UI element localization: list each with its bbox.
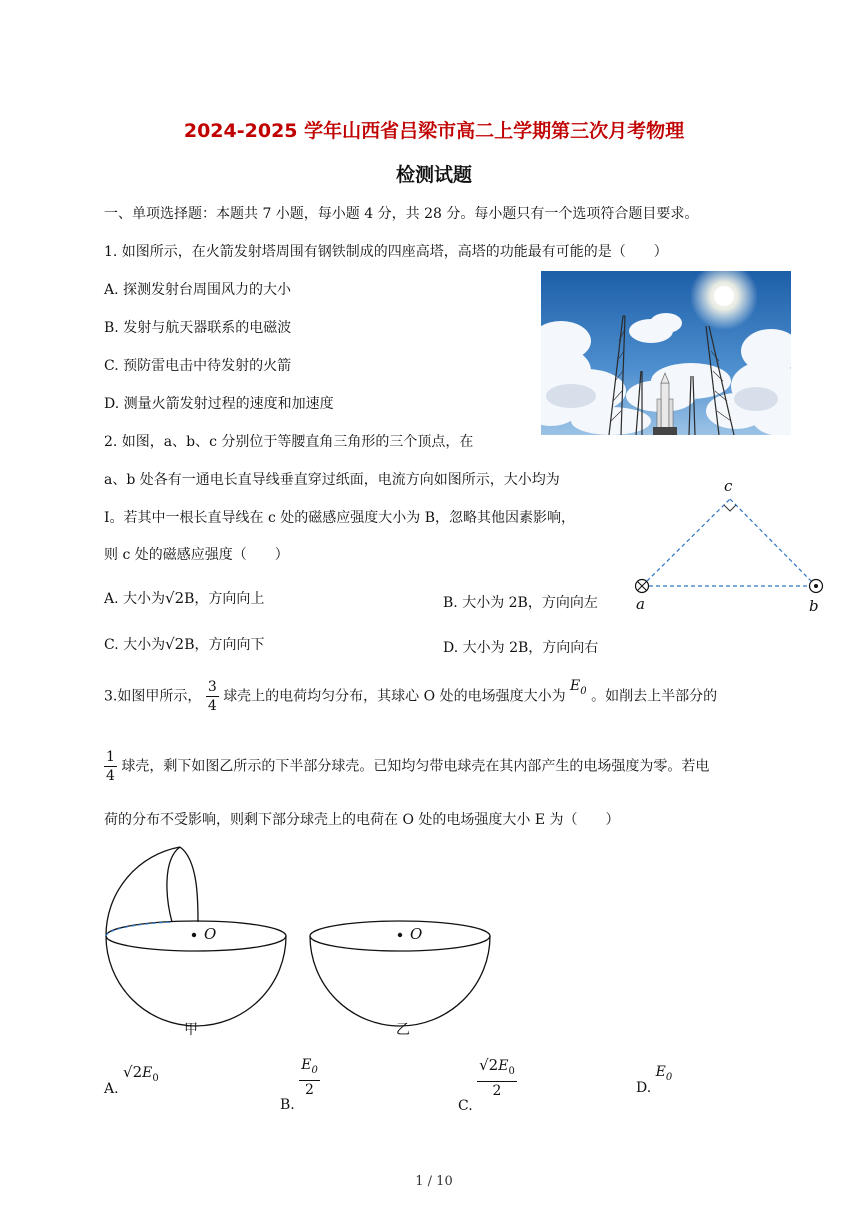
- q2-option-d: D. 大小为 2B，方向向右: [443, 640, 599, 656]
- sqrt2: √2: [165, 635, 185, 653]
- q1-option-c: C. 预防雷电击中待发射的火箭: [104, 358, 292, 374]
- fraction-3-4: $\frac{3}{4}$: [207, 679, 217, 714]
- paper-title: 2024-2025 学年山西省吕梁市高二上学期第三次月考物理: [183, 120, 685, 142]
- q1-stem: 1. 如图所示，在火箭发射塔周围有钢铁制成的四座高塔，高塔的功能最有可能的是（ ）: [104, 244, 668, 260]
- q1-option-d: D. 测量火箭发射过程的速度和加速度: [104, 396, 334, 412]
- page-number: 1 / 10: [415, 1174, 453, 1189]
- q3-option-a: A. $√2E_0$: [104, 1063, 159, 1097]
- q3-option-d: D. $E_0$: [636, 1064, 673, 1096]
- shell-figures: [100, 840, 500, 1040]
- q1-option-b: B. 发射与航天器联系的电磁波: [104, 320, 292, 336]
- center-o-label-yi: O: [410, 925, 423, 943]
- q1-option-a: A. 探测发射台周围风力的大小: [104, 282, 292, 298]
- rocket-launch-photo: [541, 271, 791, 435]
- paper-subtitle: 检测试题: [395, 164, 472, 186]
- figure-label-yi: 乙: [396, 1022, 410, 1038]
- q3-option-b: B. $\frac{E_0}{2}$: [280, 1057, 318, 1114]
- e0-symbol: $E_0$: [570, 677, 587, 697]
- vertex-label-c: c: [724, 477, 733, 495]
- triangle-diagram: [628, 476, 828, 616]
- q3-stem-line1: 3.如图甲所示， $\frac{3}{4}$ 球壳上的电荷均匀分布，其球心 O 处的电场强度大小为 $E_0$ 。如削去上半部分的: [104, 677, 718, 714]
- figure-label-jia: 甲: [184, 1022, 198, 1038]
- q2-stem-line2: a、b 处各有一通电长直导线垂直穿过纸面，电流方向如图所示，大小均为: [104, 472, 560, 488]
- vertex-label-a: a: [636, 595, 645, 613]
- q2-stem-line3: I。若其中一根长直导线在 c 处的磁感应强度大小为 B，忽略其他因素影响，: [104, 510, 576, 526]
- wire-a-into-page-icon: [636, 580, 649, 593]
- q2-option-c: C. 大小为√2B，方向向下: [104, 635, 265, 653]
- vertex-label-b: b: [809, 597, 819, 615]
- sqrt2: √2: [165, 589, 185, 607]
- q2-option-a: A. 大小为√2B，方向向上: [104, 589, 265, 607]
- q3-stem-line3: 荷的分布不受影响，则剩下部分球壳上的电荷在 O 处的电场强度大小 E 为（ ）: [104, 812, 620, 828]
- wire-b-out-of-page-icon: [810, 580, 823, 593]
- center-o-label-jia: O: [204, 925, 217, 943]
- q3-stem-line2: $\frac{1}{4}$ 球壳，剩下如图乙所示的下半部分球壳。已知均匀带电球壳在其内部产生的电场强度为零。若电: [106, 749, 710, 784]
- section-header: 一、单项选择题：本题共 7 小题，每小题 4 分，共 28 分。每小题只有一个选项符合题目要求。: [104, 206, 699, 222]
- q3-option-c: C. $\frac{√2E_0}{2}$: [458, 1056, 515, 1114]
- fraction-1-4: $\frac{1}{4}$: [106, 749, 115, 784]
- q2-option-b: B. 大小为 2B，方向向左: [443, 595, 598, 611]
- q2-stem-line4: 则 c 处的磁感应强度（ ）: [104, 547, 289, 563]
- q2-stem-line1: 2. 如图，a、b、c 分别位于等腰直角三角形的三个顶点，在: [104, 434, 474, 450]
